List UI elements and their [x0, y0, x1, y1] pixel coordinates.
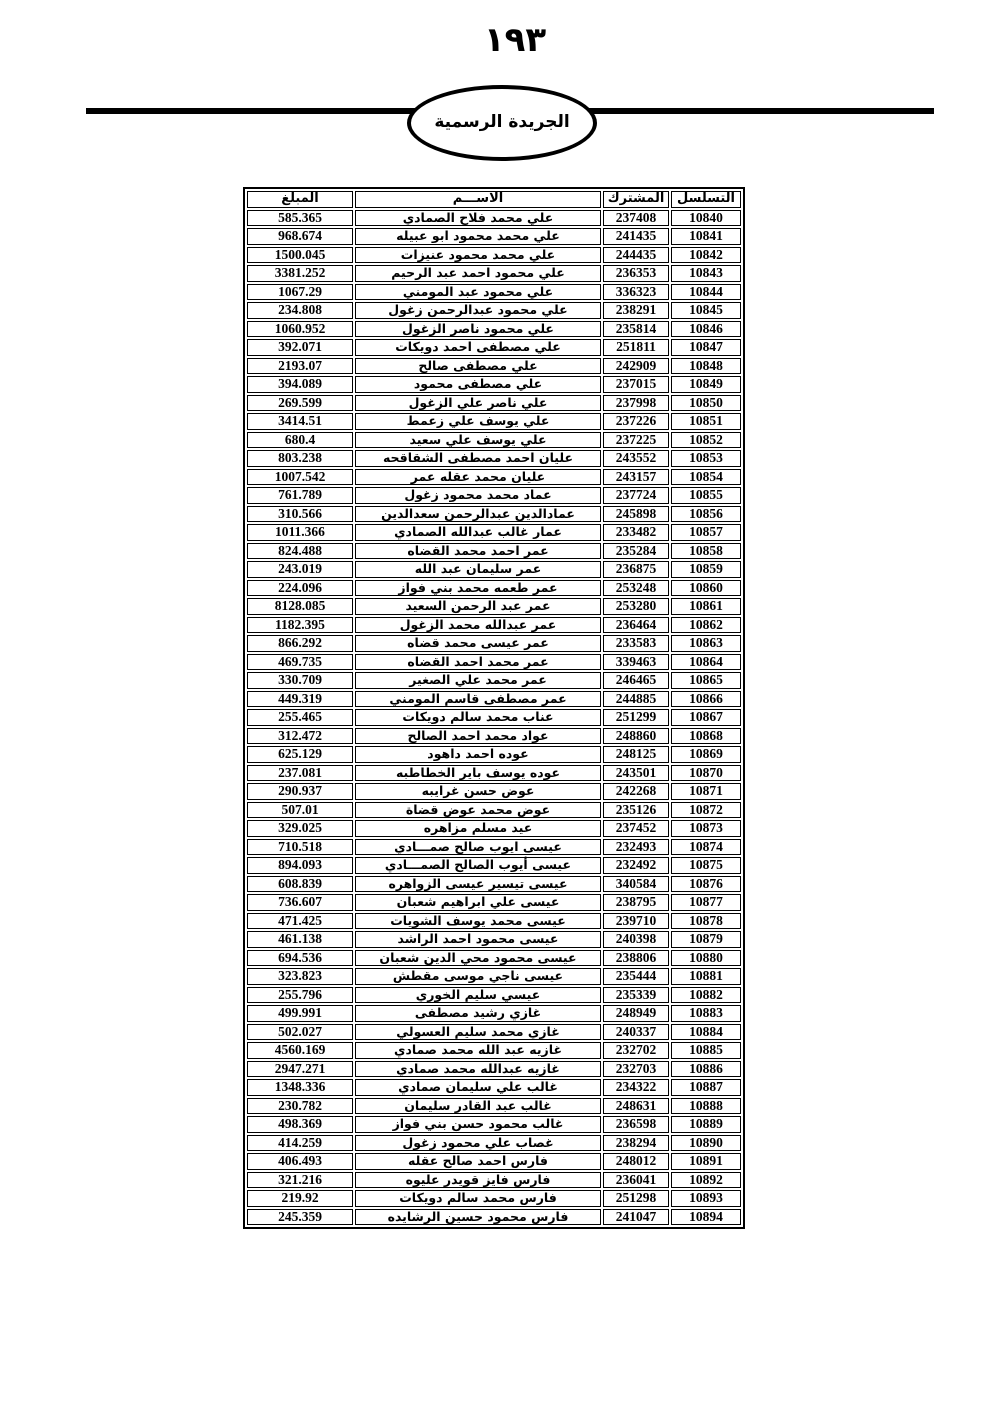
cell-subscriber: 246465 — [603, 672, 669, 689]
table-row — [247, 598, 741, 615]
cell-amount: 8128.085 — [247, 598, 353, 615]
cell-amount: 1182.395 — [247, 617, 353, 634]
cell-amount: 710.518 — [247, 839, 353, 856]
col-header-serial: التسلسل — [671, 191, 741, 208]
cell-name: عيد مسلم مزاهره — [355, 820, 601, 837]
cell-serial: 10869 — [671, 746, 741, 763]
cell-name: فارس احمد صالح عقله — [355, 1153, 601, 1170]
cell-name: عيسى محمود محي الدين شعبان — [355, 950, 601, 967]
cell-serial: 10893 — [671, 1190, 741, 1207]
cell-amount: 507.01 — [247, 802, 353, 819]
cell-name: غالب محمود حسن بني فواز — [355, 1116, 601, 1133]
cell-serial: 10894 — [671, 1209, 741, 1226]
cell-serial: 10883 — [671, 1005, 741, 1022]
table-row — [247, 524, 741, 541]
cell-name: علي مصطفى محمود — [355, 376, 601, 393]
table-row — [247, 506, 741, 523]
table-row — [247, 968, 741, 985]
cell-serial: 10871 — [671, 783, 741, 800]
cell-serial: 10858 — [671, 543, 741, 560]
cell-name: فارس محمد سالم دويكات — [355, 1190, 601, 1207]
cell-amount: 2193.07 — [247, 358, 353, 375]
cell-subscriber: 248125 — [603, 746, 669, 763]
table-row — [247, 487, 741, 504]
cell-subscriber: 242909 — [603, 358, 669, 375]
cell-serial: 10850 — [671, 395, 741, 412]
cell-name: عمار غالب عبدالله الصمادي — [355, 524, 601, 541]
table-row — [247, 635, 741, 652]
cell-amount: 330.709 — [247, 672, 353, 689]
col-header-subscriber: المشترك — [603, 191, 669, 208]
table-row — [247, 1172, 741, 1189]
table-row — [247, 376, 741, 393]
cell-name: عوده احمد داهود — [355, 746, 601, 763]
cell-subscriber: 340584 — [603, 876, 669, 893]
cell-serial: 10847 — [671, 339, 741, 356]
cell-name: عمادالدين عبدالرحمن سعدالدين — [355, 506, 601, 523]
cell-serial: 10859 — [671, 561, 741, 578]
cell-subscriber: 251811 — [603, 339, 669, 356]
cell-amount: 498.369 — [247, 1116, 353, 1133]
cell-subscriber: 237408 — [603, 210, 669, 227]
cell-amount: 237.081 — [247, 765, 353, 782]
cell-serial: 10841 — [671, 228, 741, 245]
cell-serial: 10887 — [671, 1079, 741, 1096]
cell-amount: 269.599 — [247, 395, 353, 412]
table-row — [247, 672, 741, 689]
cell-name: غصاب علي محمود زغول — [355, 1135, 601, 1152]
cell-subscriber: 245898 — [603, 506, 669, 523]
cell-subscriber: 243552 — [603, 450, 669, 467]
cell-amount: 230.782 — [247, 1098, 353, 1115]
cell-name: غالب علي سليمان صمادي — [355, 1079, 601, 1096]
cell-amount: 894.093 — [247, 857, 353, 874]
table-row — [247, 469, 741, 486]
cell-serial: 10884 — [671, 1024, 741, 1041]
cell-serial: 10874 — [671, 839, 741, 856]
cell-serial: 10872 — [671, 802, 741, 819]
cell-subscriber: 238806 — [603, 950, 669, 967]
table-row — [247, 820, 741, 837]
cell-amount: 394.089 — [247, 376, 353, 393]
cell-serial: 10840 — [671, 210, 741, 227]
cell-amount: 824.488 — [247, 543, 353, 560]
col-header-name: الاســـم — [355, 191, 601, 208]
table-row — [247, 950, 741, 967]
cell-name: عمر محمد علي الصغير — [355, 672, 601, 689]
cell-serial: 10862 — [671, 617, 741, 634]
cell-name: عمر طعمه محمد بني فواز — [355, 580, 601, 597]
table-row — [247, 432, 741, 449]
cell-amount: 323.823 — [247, 968, 353, 985]
table-row — [247, 1116, 741, 1133]
cell-subscriber: 232493 — [603, 839, 669, 856]
cell-serial: 10876 — [671, 876, 741, 893]
table-row — [247, 1153, 741, 1170]
gazette-title: الجريدة الرسمية — [434, 112, 570, 132]
cell-name: عناب محمد سالم دويكات — [355, 709, 601, 726]
cell-subscriber: 248860 — [603, 728, 669, 745]
cell-amount: 219.92 — [247, 1190, 353, 1207]
cell-amount: 608.839 — [247, 876, 353, 893]
cell-name: علي محمود احمد عبد الرحيم — [355, 265, 601, 282]
table-row — [247, 358, 741, 375]
cell-subscriber: 236875 — [603, 561, 669, 578]
cell-subscriber: 243501 — [603, 765, 669, 782]
cell-amount: 449.319 — [247, 691, 353, 708]
cell-amount: 1011.366 — [247, 524, 353, 541]
cell-name: غازي رشيد مصطفى — [355, 1005, 601, 1022]
table-row — [247, 395, 741, 412]
cell-subscriber: 244435 — [603, 247, 669, 264]
table-row — [247, 543, 741, 560]
cell-name: عيسى محمود احمد الراشد — [355, 931, 601, 948]
cell-serial: 10867 — [671, 709, 741, 726]
header-row — [247, 191, 741, 208]
cell-name: علي يوسف علي زعمط — [355, 413, 601, 430]
page-number: ١٩٣ — [483, 20, 547, 60]
cell-serial: 10880 — [671, 950, 741, 967]
cell-subscriber: 236598 — [603, 1116, 669, 1133]
cell-subscriber: 237452 — [603, 820, 669, 837]
table-row — [247, 728, 741, 745]
cell-serial: 10886 — [671, 1061, 741, 1078]
table-row — [247, 1190, 741, 1207]
cell-amount: 406.493 — [247, 1153, 353, 1170]
cell-subscriber: 253280 — [603, 598, 669, 615]
cell-amount: 471.425 — [247, 913, 353, 930]
cell-serial: 10891 — [671, 1153, 741, 1170]
table-row — [247, 691, 741, 708]
cell-name: فارس محمود حسين الرشايده — [355, 1209, 601, 1226]
cell-subscriber: 233583 — [603, 635, 669, 652]
cell-amount: 585.365 — [247, 210, 353, 227]
cell-subscriber: 233482 — [603, 524, 669, 541]
cell-serial: 10851 — [671, 413, 741, 430]
cell-name: علي محمود ناصر الزغول — [355, 321, 601, 338]
cell-serial: 10855 — [671, 487, 741, 504]
cell-name: عوض حسن غرايبه — [355, 783, 601, 800]
table-row — [247, 413, 741, 430]
cell-subscriber: 240337 — [603, 1024, 669, 1041]
table-row — [247, 783, 741, 800]
cell-serial: 10890 — [671, 1135, 741, 1152]
cell-amount: 392.071 — [247, 339, 353, 356]
cell-name: عمر محمد احمد القضاه — [355, 654, 601, 671]
table-body — [247, 210, 741, 1226]
cell-amount: 1348.336 — [247, 1079, 353, 1096]
cell-subscriber: 235444 — [603, 968, 669, 985]
cell-amount: 224.096 — [247, 580, 353, 597]
cell-name: علي محمود عبدالرحمن زغول — [355, 302, 601, 319]
cell-name: غالب عبد القادر سليمان — [355, 1098, 601, 1115]
cell-subscriber: 235339 — [603, 987, 669, 1004]
cell-amount: 290.937 — [247, 783, 353, 800]
cell-serial: 10860 — [671, 580, 741, 597]
cell-name: علي محمد محمود عنيزات — [355, 247, 601, 264]
cell-amount: 1500.045 — [247, 247, 353, 264]
cell-serial: 10873 — [671, 820, 741, 837]
cell-name: غازيه عبدالله محمد صمادي — [355, 1061, 601, 1078]
table-row — [247, 894, 741, 911]
cell-name: علي مصطفى احمد دويكات — [355, 339, 601, 356]
cell-serial: 10868 — [671, 728, 741, 745]
cell-serial: 10846 — [671, 321, 741, 338]
cell-name: عليان احمد مصطفى الشقاقحه — [355, 450, 601, 467]
cell-subscriber: 339463 — [603, 654, 669, 671]
cell-name: عماد محمد محمود زغول — [355, 487, 601, 504]
table-row — [247, 247, 741, 264]
cell-subscriber: 238291 — [603, 302, 669, 319]
cell-subscriber: 251299 — [603, 709, 669, 726]
col-header-amount: المبلغ — [247, 191, 353, 208]
table-row — [247, 265, 741, 282]
table-row — [247, 1042, 741, 1059]
cell-amount: 312.472 — [247, 728, 353, 745]
cell-serial: 10863 — [671, 635, 741, 652]
cell-amount: 1067.29 — [247, 284, 353, 301]
table-row — [247, 561, 741, 578]
cell-name: علي مصطفى صالح — [355, 358, 601, 375]
cell-serial: 10854 — [671, 469, 741, 486]
cell-name: عمر احمد محمد القضاه — [355, 543, 601, 560]
table-row — [247, 987, 741, 1004]
cell-amount: 329.025 — [247, 820, 353, 837]
cell-serial: 10864 — [671, 654, 741, 671]
table-row — [247, 654, 741, 671]
cell-amount: 761.789 — [247, 487, 353, 504]
table-row — [247, 1135, 741, 1152]
table-row — [247, 857, 741, 874]
cell-name: عمر عبد الرحمن السعيد — [355, 598, 601, 615]
cell-subscriber: 237015 — [603, 376, 669, 393]
table-row — [247, 709, 741, 726]
cell-serial: 10889 — [671, 1116, 741, 1133]
cell-subscriber: 235814 — [603, 321, 669, 338]
table-row — [247, 339, 741, 356]
cell-amount: 803.238 — [247, 450, 353, 467]
cell-name: علي يوسف علي سعيد — [355, 432, 601, 449]
cell-amount: 461.138 — [247, 931, 353, 948]
cell-subscriber: 253248 — [603, 580, 669, 597]
cell-name: عمر سليمان عبد الله — [355, 561, 601, 578]
table-row — [247, 1079, 741, 1096]
cell-amount: 414.259 — [247, 1135, 353, 1152]
cell-name: علي محمد محمود ابو عبيله — [355, 228, 601, 245]
cell-subscriber: 240398 — [603, 931, 669, 948]
table-row — [247, 765, 741, 782]
cell-amount: 3414.51 — [247, 413, 353, 430]
table-row — [247, 1005, 741, 1022]
cell-amount: 321.216 — [247, 1172, 353, 1189]
cell-serial: 10870 — [671, 765, 741, 782]
table-row — [247, 913, 741, 930]
cell-subscriber: 237225 — [603, 432, 669, 449]
cell-subscriber: 251298 — [603, 1190, 669, 1207]
cell-subscriber: 237998 — [603, 395, 669, 412]
cell-subscriber: 235284 — [603, 543, 669, 560]
cell-serial: 10866 — [671, 691, 741, 708]
cell-serial: 10844 — [671, 284, 741, 301]
cell-name: عوض محمد عوض قضاة — [355, 802, 601, 819]
subscribers-table — [243, 187, 745, 1229]
cell-subscriber: 336323 — [603, 284, 669, 301]
cell-name: عيسى أيوب الصالح الصمـــادي — [355, 857, 601, 874]
cell-name: عيسى تيسير عيسى الزواهره — [355, 876, 601, 893]
cell-name: عيسي سليم الخوري — [355, 987, 601, 1004]
table-row — [247, 1024, 741, 1041]
table-row — [247, 284, 741, 301]
cell-amount: 255.796 — [247, 987, 353, 1004]
table-row — [247, 839, 741, 856]
cell-subscriber: 236464 — [603, 617, 669, 634]
table-row — [247, 210, 741, 227]
table-row — [247, 228, 741, 245]
cell-serial: 10856 — [671, 506, 741, 523]
cell-subscriber: 232702 — [603, 1042, 669, 1059]
cell-serial: 10885 — [671, 1042, 741, 1059]
table-row — [247, 321, 741, 338]
table-row — [247, 1209, 741, 1226]
cell-subscriber: 236041 — [603, 1172, 669, 1189]
cell-subscriber: 237724 — [603, 487, 669, 504]
cell-subscriber: 244885 — [603, 691, 669, 708]
cell-serial: 10842 — [671, 247, 741, 264]
cell-name: عليان محمد عقله عمر — [355, 469, 601, 486]
table-row — [247, 802, 741, 819]
cell-amount: 310.566 — [247, 506, 353, 523]
cell-serial: 10857 — [671, 524, 741, 541]
cell-serial: 10849 — [671, 376, 741, 393]
cell-serial: 10861 — [671, 598, 741, 615]
cell-serial: 10881 — [671, 968, 741, 985]
cell-serial: 10888 — [671, 1098, 741, 1115]
cell-name: عيسى علي ابراهيم شعبان — [355, 894, 601, 911]
cell-name: عوده يوسف باير الخطاطبه — [355, 765, 601, 782]
cell-serial: 10892 — [671, 1172, 741, 1189]
cell-name: عمر عيسى محمد قضاه — [355, 635, 601, 652]
cell-subscriber: 248949 — [603, 1005, 669, 1022]
cell-name: غازيه عبد الله محمد صمادي — [355, 1042, 601, 1059]
cell-amount: 680.4 — [247, 432, 353, 449]
cell-serial: 10843 — [671, 265, 741, 282]
cell-amount: 255.465 — [247, 709, 353, 726]
cell-subscriber: 234322 — [603, 1079, 669, 1096]
cell-serial: 10879 — [671, 931, 741, 948]
cell-serial: 10882 — [671, 987, 741, 1004]
cell-subscriber: 241047 — [603, 1209, 669, 1226]
cell-serial: 10878 — [671, 913, 741, 930]
cell-name: علي محمد فلاح الصمادي — [355, 210, 601, 227]
cell-serial: 10853 — [671, 450, 741, 467]
table-header — [247, 191, 741, 208]
cell-subscriber: 238294 — [603, 1135, 669, 1152]
cell-amount: 694.536 — [247, 950, 353, 967]
cell-name: علي ناصر علي الزغول — [355, 395, 601, 412]
cell-amount: 866.292 — [247, 635, 353, 652]
cell-name: عمر عبدالله محمد الزغول — [355, 617, 601, 634]
cell-amount: 469.735 — [247, 654, 353, 671]
table-row — [247, 617, 741, 634]
cell-amount: 245.359 — [247, 1209, 353, 1226]
cell-amount: 736.607 — [247, 894, 353, 911]
cell-subscriber: 239710 — [603, 913, 669, 930]
cell-amount: 234.808 — [247, 302, 353, 319]
cell-amount: 625.129 — [247, 746, 353, 763]
cell-name: عيسى ناجي موسى مقطش — [355, 968, 601, 985]
cell-subscriber: 238795 — [603, 894, 669, 911]
cell-subscriber: 248631 — [603, 1098, 669, 1115]
cell-subscriber: 235126 — [603, 802, 669, 819]
table-row — [247, 931, 741, 948]
cell-amount: 4560.169 — [247, 1042, 353, 1059]
cell-subscriber: 242268 — [603, 783, 669, 800]
cell-subscriber: 232492 — [603, 857, 669, 874]
table-row — [247, 746, 741, 763]
cell-amount: 499.991 — [247, 1005, 353, 1022]
cell-name: عمر مصطفى قاسم المومني — [355, 691, 601, 708]
cell-name: عيسى محمد يوسف الشويات — [355, 913, 601, 930]
cell-amount: 1060.952 — [247, 321, 353, 338]
table-row — [247, 1098, 741, 1115]
cell-name: عواد محمد احمد الصالح — [355, 728, 601, 745]
cell-serial: 10865 — [671, 672, 741, 689]
cell-subscriber: 248012 — [603, 1153, 669, 1170]
cell-subscriber: 236353 — [603, 265, 669, 282]
cell-serial: 10845 — [671, 302, 741, 319]
cell-amount: 1007.542 — [247, 469, 353, 486]
cell-name: غازي محمد سليم العسولي — [355, 1024, 601, 1041]
cell-amount: 968.674 — [247, 228, 353, 245]
table-row — [247, 450, 741, 467]
cell-amount: 2947.271 — [247, 1061, 353, 1078]
cell-serial: 10852 — [671, 432, 741, 449]
cell-amount: 243.019 — [247, 561, 353, 578]
table-row — [247, 302, 741, 319]
table-row — [247, 580, 741, 597]
cell-serial: 10848 — [671, 358, 741, 375]
cell-name: علي محمود عبد المومني — [355, 284, 601, 301]
cell-subscriber: 237226 — [603, 413, 669, 430]
cell-serial: 10877 — [671, 894, 741, 911]
table-row — [247, 876, 741, 893]
cell-subscriber: 232703 — [603, 1061, 669, 1078]
gazette-badge — [407, 85, 597, 161]
cell-name: عيسى ايوب صالح صمـــادي — [355, 839, 601, 856]
cell-serial: 10875 — [671, 857, 741, 874]
cell-amount: 502.027 — [247, 1024, 353, 1041]
cell-subscriber: 241435 — [603, 228, 669, 245]
cell-amount: 3381.252 — [247, 265, 353, 282]
table-row — [247, 1061, 741, 1078]
cell-name: فارس فايز قويدر عليوه — [355, 1172, 601, 1189]
cell-subscriber: 243157 — [603, 469, 669, 486]
